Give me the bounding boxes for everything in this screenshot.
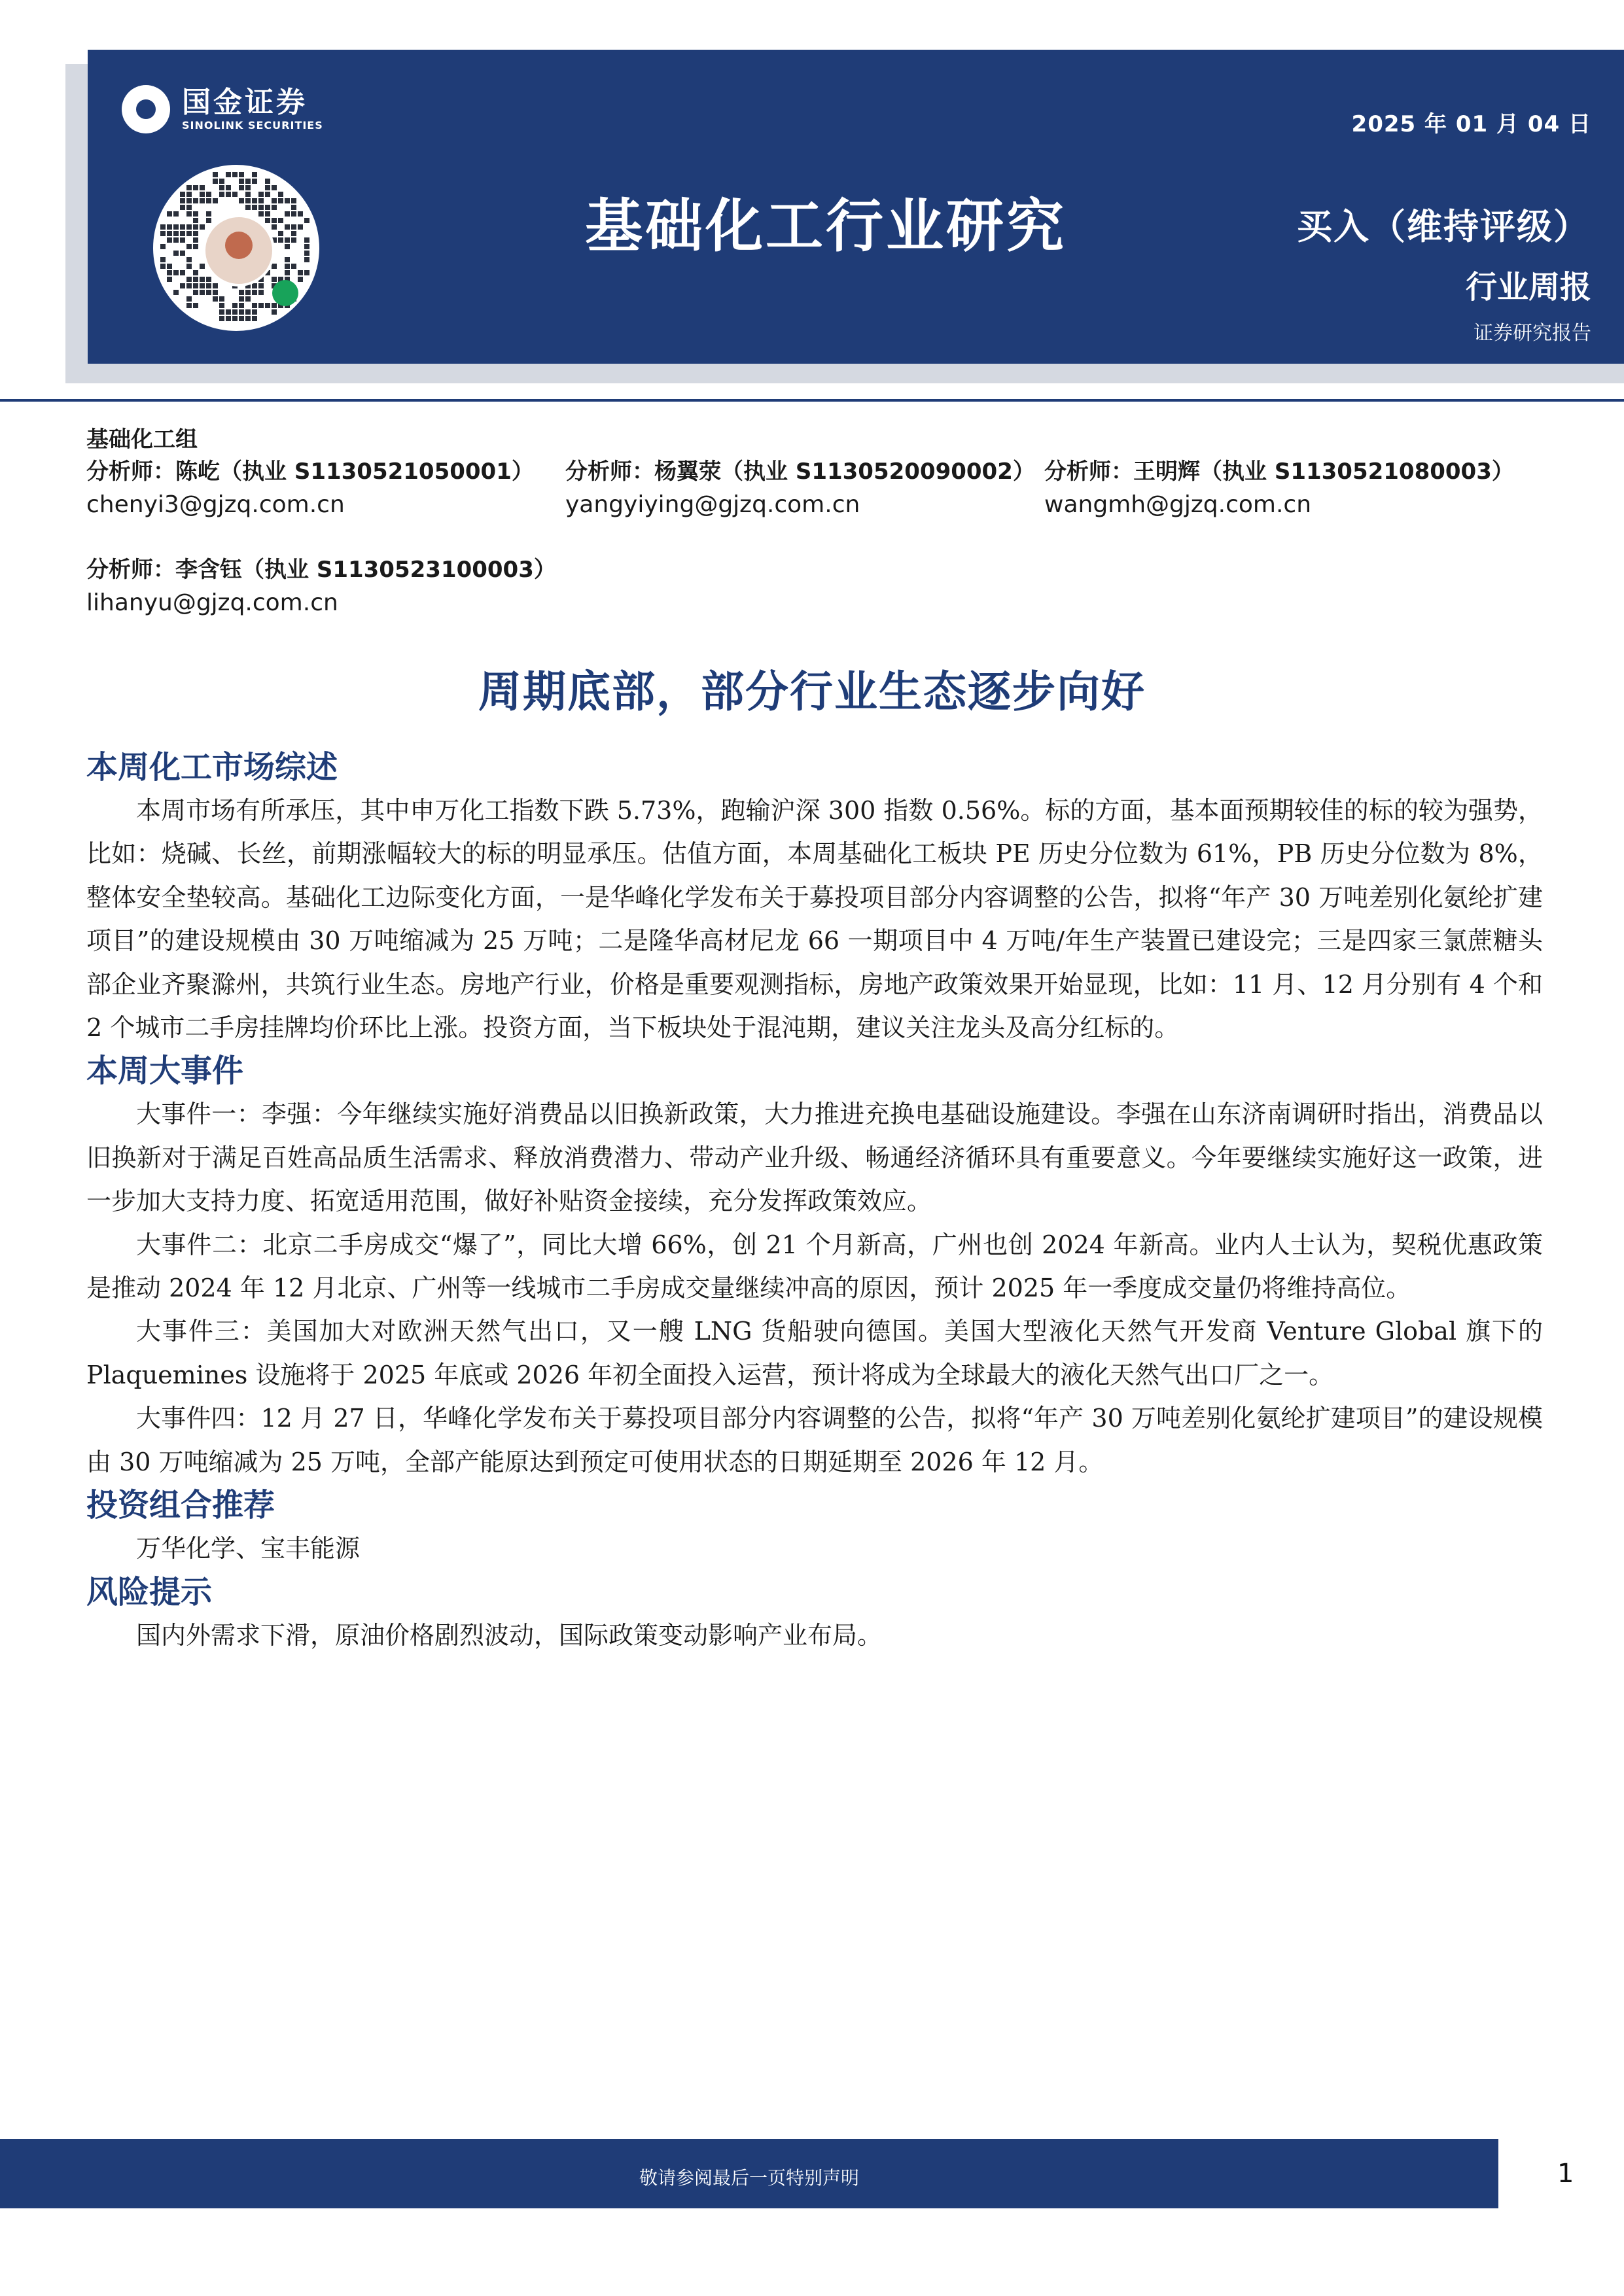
qr-module	[167, 211, 172, 217]
qr-module	[180, 270, 185, 275]
analyst-row	[86, 455, 1552, 522]
qr-module	[265, 205, 270, 210]
qr-module	[167, 270, 172, 275]
analyst-row	[86, 553, 1552, 620]
qr-module	[272, 218, 277, 223]
qr-module	[298, 224, 303, 230]
qr-module	[193, 185, 198, 190]
paragraph: 国内外需求下滑，原油价格剧烈波动，国际政策变动影响产业布局。	[136, 1620, 883, 1650]
qr-module	[206, 277, 211, 282]
analyst-email[interactable]: yangyiying@gjzq.com.cn	[565, 491, 860, 518]
qr-module	[239, 296, 244, 302]
qr-module	[239, 316, 244, 321]
qr-module	[265, 303, 270, 308]
qr-module	[291, 264, 296, 269]
analyst-card	[1044, 455, 1523, 522]
qr-module	[245, 316, 251, 321]
qr-module	[252, 290, 257, 295]
qr-module	[285, 224, 290, 230]
qr-module	[173, 251, 179, 256]
qr-module	[186, 264, 192, 269]
qr-module	[186, 277, 192, 282]
qr-module	[173, 224, 179, 230]
qr-module	[219, 316, 224, 321]
qr-module	[239, 198, 244, 203]
qr-module	[200, 290, 205, 295]
rating-label: 买入（维持评级）	[1297, 206, 1590, 247]
qr-module	[193, 270, 198, 275]
qr-module	[213, 198, 218, 203]
qr-module	[186, 296, 192, 302]
qr-module	[206, 283, 211, 288]
qr-module	[193, 211, 198, 217]
brand-name-cn: 国金证券	[182, 86, 308, 119]
analyst-name: 分析师：王明辉（执业 S1130521080003）	[1044, 459, 1514, 485]
qr-module	[278, 198, 283, 203]
qr-module	[193, 224, 198, 230]
qr-module	[245, 179, 251, 184]
section-heading-market-review: 本周化工市场综述	[86, 749, 338, 786]
qr-module	[252, 303, 257, 308]
qr-module	[193, 244, 198, 249]
qr-module	[245, 198, 251, 203]
paragraph: 万华化学、宝丰能源	[136, 1534, 361, 1563]
qr-module	[304, 244, 309, 249]
qr-module	[304, 237, 309, 243]
qr-module	[245, 205, 251, 210]
analyst-email[interactable]: lihanyu@gjzq.com.cn	[86, 589, 338, 616]
qr-module	[245, 290, 251, 295]
qr-module	[180, 231, 185, 236]
section-heading-weekly-events: 本周大事件	[86, 1052, 244, 1090]
brand-name-en: SINOLINK SECURITIES	[182, 119, 323, 131]
qr-module	[291, 205, 296, 210]
qr-module	[160, 257, 166, 262]
qr-module	[285, 244, 290, 249]
qr-module	[272, 277, 277, 282]
qr-module	[226, 172, 231, 177]
analyst-name: 分析师：杨翼荥（执业 S1130520090002）	[565, 459, 1035, 485]
qr-module	[285, 264, 290, 269]
analyst-name: 分析师：李含钰（执业 S1130523100003）	[86, 557, 556, 583]
qr-module	[239, 179, 244, 184]
qr-module	[304, 270, 309, 275]
qr-module	[232, 309, 238, 315]
qr-module	[258, 211, 264, 217]
analyst-block	[86, 424, 1552, 620]
header-divider	[0, 399, 1624, 402]
qr-module	[265, 211, 270, 217]
qr-module	[291, 198, 296, 203]
qr-module	[219, 303, 224, 308]
mini-program-icon	[272, 280, 298, 306]
qr-module	[180, 224, 185, 230]
qr-module	[226, 185, 231, 190]
qr-module	[239, 303, 244, 308]
qr-module	[258, 290, 264, 295]
qr-module	[186, 185, 192, 190]
qr-module	[206, 192, 211, 197]
qr-module	[291, 224, 296, 230]
qr-module	[186, 283, 192, 288]
qr-module	[167, 264, 172, 269]
qr-module	[272, 205, 277, 210]
qr-module	[245, 185, 251, 190]
qr-module	[285, 270, 290, 275]
qr-module	[186, 244, 192, 249]
qr-module	[265, 185, 270, 190]
qr-module	[167, 277, 172, 282]
qr-module	[206, 198, 211, 203]
qr-module	[291, 231, 296, 236]
qr-module	[167, 224, 172, 230]
qr-module	[180, 237, 185, 243]
qr-module	[200, 198, 205, 203]
qr-module	[160, 224, 166, 230]
qr-module	[298, 270, 303, 275]
analyst-email[interactable]: wangmh@gjzq.com.cn	[1044, 491, 1312, 518]
qr-module	[272, 303, 277, 308]
qr-module	[213, 172, 218, 177]
qr-module	[278, 237, 283, 243]
qr-module	[206, 218, 211, 223]
qr-module	[173, 237, 179, 243]
qr-module	[173, 231, 179, 236]
qr-module	[258, 303, 264, 308]
qr-module	[245, 309, 251, 315]
qr-module	[272, 185, 277, 190]
qr-module	[173, 270, 179, 275]
qr-module	[232, 303, 238, 308]
paragraph: 大事件二：北京二手房成交“爆了”，同比大增 66%，创 21 个月新高，广州也创 2024 年新高。业内人士认为，契税优惠政策是推动 2024 年 12 月北京、广州等一线城市二手房成交量继续冲高的原因，预计 2025 年一季度成交量仍将维持高位。	[86, 1230, 1543, 1303]
qr-module	[180, 251, 185, 256]
qr-module	[239, 290, 244, 295]
qr-module	[258, 283, 264, 288]
qr-module	[291, 211, 296, 217]
qr-module	[180, 192, 185, 197]
qr-module	[252, 179, 257, 184]
brand-logo	[122, 85, 323, 133]
qr-module	[239, 185, 244, 190]
qr-code-icon[interactable]	[153, 165, 319, 331]
qr-module	[285, 257, 290, 262]
qr-module	[186, 224, 192, 230]
qr-module	[193, 237, 198, 243]
qr-module	[219, 179, 224, 184]
qr-module	[258, 205, 264, 210]
qr-module	[167, 237, 172, 243]
paragraph: 大事件四：12 月 27 日，华峰化学发布关于募投项目部分内容调整的公告，拟将“年产 30 万吨差别化氨纶扩建项目”的建设规模由 30 万吨缩减为 25 万吨，全部产能原达到预定可使用状态的日期延期至 2026 年 12 月。	[86, 1404, 1543, 1476]
qr-module	[213, 296, 218, 302]
qr-module	[252, 316, 257, 321]
qr-module	[193, 283, 198, 288]
qr-module	[180, 283, 185, 288]
qr-module	[285, 211, 290, 217]
qr-module	[226, 316, 231, 321]
qr-module	[200, 283, 205, 288]
qr-module	[252, 198, 257, 203]
qr-module	[180, 205, 185, 210]
qr-module	[272, 224, 277, 230]
report-subtype: 证券研究报告	[1474, 322, 1591, 345]
qr-module	[193, 198, 198, 203]
qr-module	[278, 231, 283, 236]
qr-module	[219, 296, 224, 302]
header-banner	[88, 50, 1624, 364]
qr-module	[239, 309, 244, 315]
qr-module	[265, 192, 270, 197]
qr-module	[285, 198, 290, 203]
document-title: 周期底部，部分行业生态逐步向好	[478, 667, 1146, 717]
qr-module	[180, 198, 185, 203]
report-type: 行业周报	[1465, 269, 1591, 305]
qr-module	[245, 296, 251, 302]
qr-module	[186, 231, 192, 236]
qr-module	[186, 192, 192, 197]
qr-module	[226, 192, 231, 197]
sinolink-logo-icon	[122, 85, 170, 133]
qr-module	[200, 185, 205, 190]
qr-module	[186, 257, 192, 262]
qr-module	[278, 192, 283, 197]
qr-module	[272, 264, 277, 269]
qr-module	[186, 303, 192, 308]
qr-module	[193, 277, 198, 282]
qr-module	[219, 309, 224, 315]
qr-module	[252, 172, 257, 177]
qr-module	[304, 251, 309, 256]
qr-module	[239, 172, 244, 177]
qr-module	[291, 237, 296, 243]
industry-title: 基础化工行业研究	[585, 192, 1067, 260]
qr-module	[200, 264, 205, 269]
footer-disclaimer[interactable]: 敬请参阅最后一页特别声明	[639, 2167, 859, 2189]
qr-module	[206, 211, 211, 217]
qr-module	[265, 179, 270, 184]
qr-module	[173, 290, 179, 295]
qr-module	[272, 309, 277, 315]
qr-module	[252, 283, 257, 288]
qr-module	[206, 290, 211, 295]
page-number: 1	[1557, 2159, 1574, 2189]
qr-module	[232, 192, 238, 197]
qr-module	[186, 211, 192, 217]
qr-module	[252, 205, 257, 210]
qr-module	[160, 231, 166, 236]
qr-module	[245, 192, 251, 197]
qr-module	[200, 224, 205, 230]
qr-module	[219, 192, 224, 197]
analyst-name: 分析师：陈屹（执业 S1130521050001）	[86, 459, 534, 485]
analyst-card	[86, 455, 565, 522]
qr-module	[193, 290, 198, 295]
qr-module	[160, 264, 166, 269]
qr-module	[193, 218, 198, 223]
analyst-email[interactable]: chenyi3@gjzq.com.cn	[86, 491, 345, 518]
analyst-group: 基础化工组	[86, 426, 198, 453]
qr-module	[200, 277, 205, 282]
paragraph: 大事件三：美国加大对欧洲天然气出口，又一艘 LNG 货船驶向德国。美国大型液化天然气开发商 Venture Global 旗下的 Plaquemines 设施将于 2025 年底或 2026 年初全面投入运营，预计将成为全球最大的液化天然气出口厂之一。	[86, 1317, 1543, 1389]
qr-module	[252, 309, 257, 315]
qr-module	[186, 198, 192, 203]
qr-module	[213, 290, 218, 295]
paragraph: 大事件一：李强：今年继续实施好消费品以旧换新政策，大力推进充换电基础设施建设。李强在山东济南调研时指出，消费品以旧换新对于满足百姓高品质生活需求、释放消费潜力、带动产业升级、畅通经济循环具有重要意义。今年要继续实施好这一政策，进一步加大支持力度、拓宽适用范围，做好补贴资金接续，充分发挥政策效应。	[86, 1100, 1543, 1216]
qr-module	[213, 179, 218, 184]
qr-module	[213, 283, 218, 288]
qr-module	[173, 211, 179, 217]
paragraph: 本周市场有所承压，其中申万化工指数下跌 5.73%，跑输沪深 300 指数 0.56%。标的方面，基本面预期较佳的标的较为强势，比如：烧碱、长丝，前期涨幅较大的标的明显承压。估值方面，本周基础化工板块 PE 历史分位数为 61%，PB 历史分位数为 8%，整体安全垫较高。基础化工边际变化方面，一是华峰化学发布关于募投项目部分内容调整的公告，拟将“年产 30 万吨差别化氨纶扩建项目”的建设规模由 30 万吨缩减为 25 万吨；二是隆华高材尼龙 66 一期项目中 4 万吨/年生产装置已建设完；三是四家三氯蔗糖头部企业齐聚滁州，共筑行业生态。房地产行业，价格是重要观测指标，房地产政策效果开始显现，比如：11 月、12 月分别有 4 个和 2 个城市二手房挂牌均价环比上涨。投资方面，当下板块处于混沌期，建议关注龙头及高分红标的。	[86, 796, 1543, 1043]
qr-module	[193, 231, 198, 236]
qr-module	[232, 316, 238, 321]
qr-module	[258, 192, 264, 197]
qr-module	[285, 237, 290, 243]
qr-module	[193, 303, 198, 308]
qr-module	[232, 172, 238, 177]
section-heading-risk: 风险提示	[86, 1573, 213, 1610]
qr-module	[265, 218, 270, 223]
report-date: 2025 年 01 月 04 日	[1351, 111, 1591, 137]
qr-center-emblem	[203, 215, 275, 287]
section-heading-portfolio: 投资组合推荐	[86, 1487, 275, 1524]
report-body	[86, 746, 1543, 1657]
qr-module	[304, 257, 309, 262]
qr-module	[167, 231, 172, 236]
qr-module	[226, 309, 231, 315]
qr-module	[186, 205, 192, 210]
qr-module	[258, 198, 264, 203]
qr-module	[200, 192, 205, 197]
qr-module	[304, 218, 309, 223]
qr-module	[278, 218, 283, 223]
analyst-card	[86, 553, 565, 620]
qr-module	[298, 211, 303, 217]
qr-module	[219, 185, 224, 190]
qr-module	[160, 244, 166, 249]
qr-module	[272, 198, 277, 203]
qr-module	[298, 277, 303, 282]
analyst-card	[565, 455, 1044, 522]
